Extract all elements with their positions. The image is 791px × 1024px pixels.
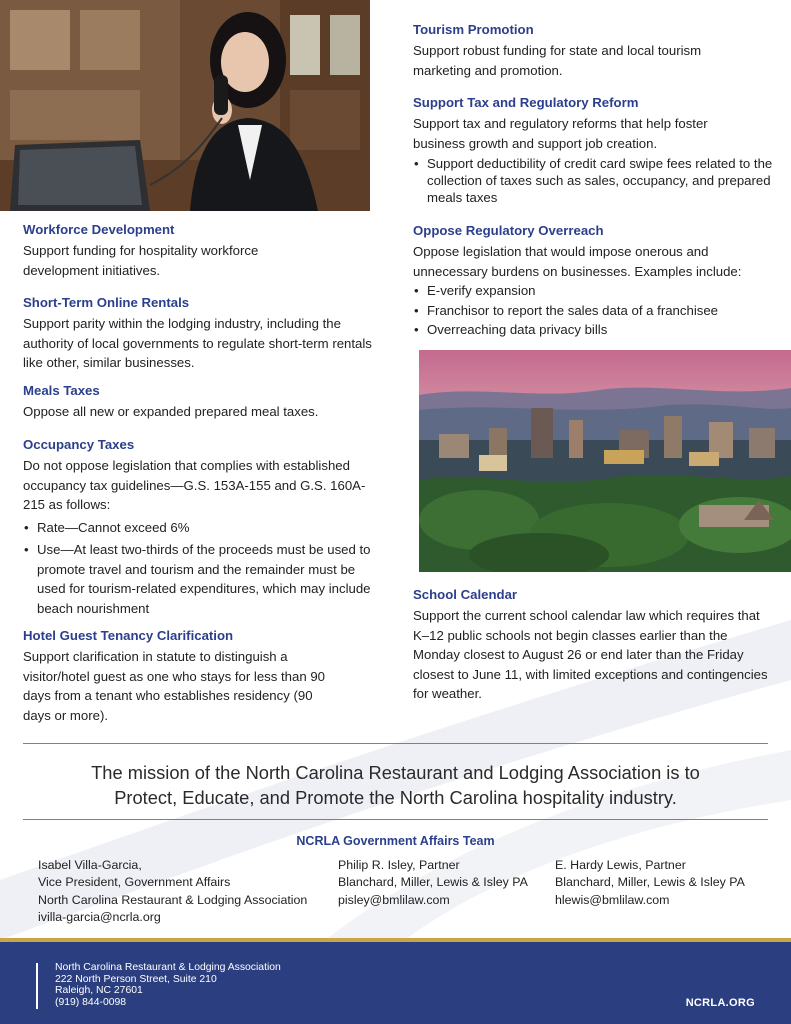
mission-line-1: The mission of the North Carolina Restaurant and Lodging Association is to xyxy=(91,762,700,783)
section-text: Support robust funding for state and local tourism marketing and promotion. xyxy=(413,43,702,78)
section-hotel-guest-tenancy xyxy=(23,627,378,725)
section-title: Tourism Promotion xyxy=(413,22,534,37)
footer-org-name: North Carolina Restaurant & Lodging Association xyxy=(55,962,281,973)
section-text: Support funding for hospitality workforce development initiatives. xyxy=(23,243,259,278)
section-text: Support tax and regulatory reforms that help foster business growth and support job creation. xyxy=(413,116,708,151)
contact-organization: Blanchard, Miller, Lewis & Isley PA xyxy=(555,875,745,890)
section-meals-taxes xyxy=(23,382,378,422)
tax-reform-bullet-list xyxy=(413,155,773,206)
footer-website-link[interactable]: NCRLA.ORG xyxy=(685,997,755,1009)
section-short-term-rentals xyxy=(23,294,378,373)
contact-organization: Blanchard, Miller, Lewis & Isley PA xyxy=(338,875,528,890)
contact-card-isley xyxy=(338,857,528,909)
bullet-item: • Support deductibility of credit card swipe fees related to the collection of taxes such as sales, occupancy, and prepared meals taxes xyxy=(413,155,773,206)
mission-statement xyxy=(30,760,761,810)
section-text: Support clarification in statute to distinguish a visitor/hotel guest as one who stays for less than 90 days from a tenant who establishes residency (90 days or more). xyxy=(23,649,326,723)
section-text: Oppose legislation that would impose onerous and unnecessary burdens on businesses. Examples include: xyxy=(413,244,742,279)
section-text: Do not oppose legislation that complies with established occupancy tax guidelines—G.S. 153A-155 and G.S. 160A-215 as follows: xyxy=(23,458,366,512)
section-title: School Calendar xyxy=(413,587,518,602)
section-text: Support parity within the lodging industry, including the authority of local governments to regulate short-term rentals like other, similar businesses. xyxy=(23,316,372,370)
mission-line-2: Protect, Educate, and Promote the North Carolina hospitality industry. xyxy=(114,787,677,808)
section-text: Oppose all new or expanded prepared meal taxes. xyxy=(23,404,319,419)
section-title: Workforce Development xyxy=(23,222,175,237)
contact-name: Isabel Villa-Garcia, xyxy=(38,858,142,872)
contact-card-villa-garcia xyxy=(38,857,307,926)
occupancy-bullet-list xyxy=(23,518,378,619)
section-title: Meals Taxes xyxy=(23,383,100,398)
footer-street: 222 North Person Street, Suite 210 xyxy=(55,973,217,985)
team-title: NCRLA Government Affairs Team xyxy=(296,834,495,848)
contact-email[interactable]: ivilla-garcia@ncrla.org xyxy=(38,909,161,924)
footer-accent-bar xyxy=(36,963,38,1009)
receptionist-photo xyxy=(0,0,370,211)
section-regulatory-overreach xyxy=(413,222,773,340)
city-skyline-photo xyxy=(419,350,791,572)
section-title: Hotel Guest Tenancy Clarification xyxy=(23,628,234,643)
footer-address xyxy=(55,962,281,1008)
section-tourism-promotion xyxy=(413,21,773,80)
section-title: Oppose Regulatory Overreach xyxy=(413,223,604,238)
contact-card-lewis xyxy=(555,857,745,909)
contact-name: Philip R. Isley, Partner xyxy=(338,858,460,872)
divider-top xyxy=(23,743,768,744)
bullet-item: • E-verify expansion xyxy=(413,281,773,301)
section-workforce-development xyxy=(23,221,378,280)
divider-bottom xyxy=(23,819,768,820)
footer-city: Raleigh, NC 27601 xyxy=(55,985,143,997)
contact-organization: North Carolina Restaurant & Lodging Association xyxy=(38,892,308,907)
section-school-calendar xyxy=(413,586,773,704)
bullet-item: • Overreaching data privacy bills xyxy=(413,320,773,340)
overreach-bullet-list xyxy=(413,281,773,340)
section-title: Short-Term Online Rentals xyxy=(23,295,190,310)
contact-name: E. Hardy Lewis, Partner xyxy=(555,858,686,872)
contact-email[interactable]: hlewis@bmlilaw.com xyxy=(555,892,670,907)
footer xyxy=(0,938,791,1024)
bullet-item: • Use—At least two-thirds of the proceeds must be used to promote travel and tourism and the remainder must be used for tourism-related expenditures, which may include beach nourishment xyxy=(23,540,375,618)
section-occupancy-taxes xyxy=(23,436,378,618)
bullet-item: • Rate—Cannot exceed 6% xyxy=(23,518,378,538)
bullet-item: • Franchisor to report the sales data of a franchisee xyxy=(413,301,773,321)
contact-email[interactable]: pisley@bmlilaw.com xyxy=(338,892,450,907)
footer-phone: (919) 844-0098 xyxy=(55,996,127,1008)
section-title: Support Tax and Regulatory Reform xyxy=(413,95,639,110)
section-title: Occupancy Taxes xyxy=(23,437,135,452)
section-tax-regulatory-reform xyxy=(413,94,773,206)
section-text: Support the current school calendar law which requires that K–12 public schools not begin classes earlier than the Monday closest to August 26 or end later than the Friday closest to June 11, with limited exceptions and contingencies for weather. xyxy=(413,608,768,701)
contact-title: Vice President, Government Affairs xyxy=(38,875,231,890)
